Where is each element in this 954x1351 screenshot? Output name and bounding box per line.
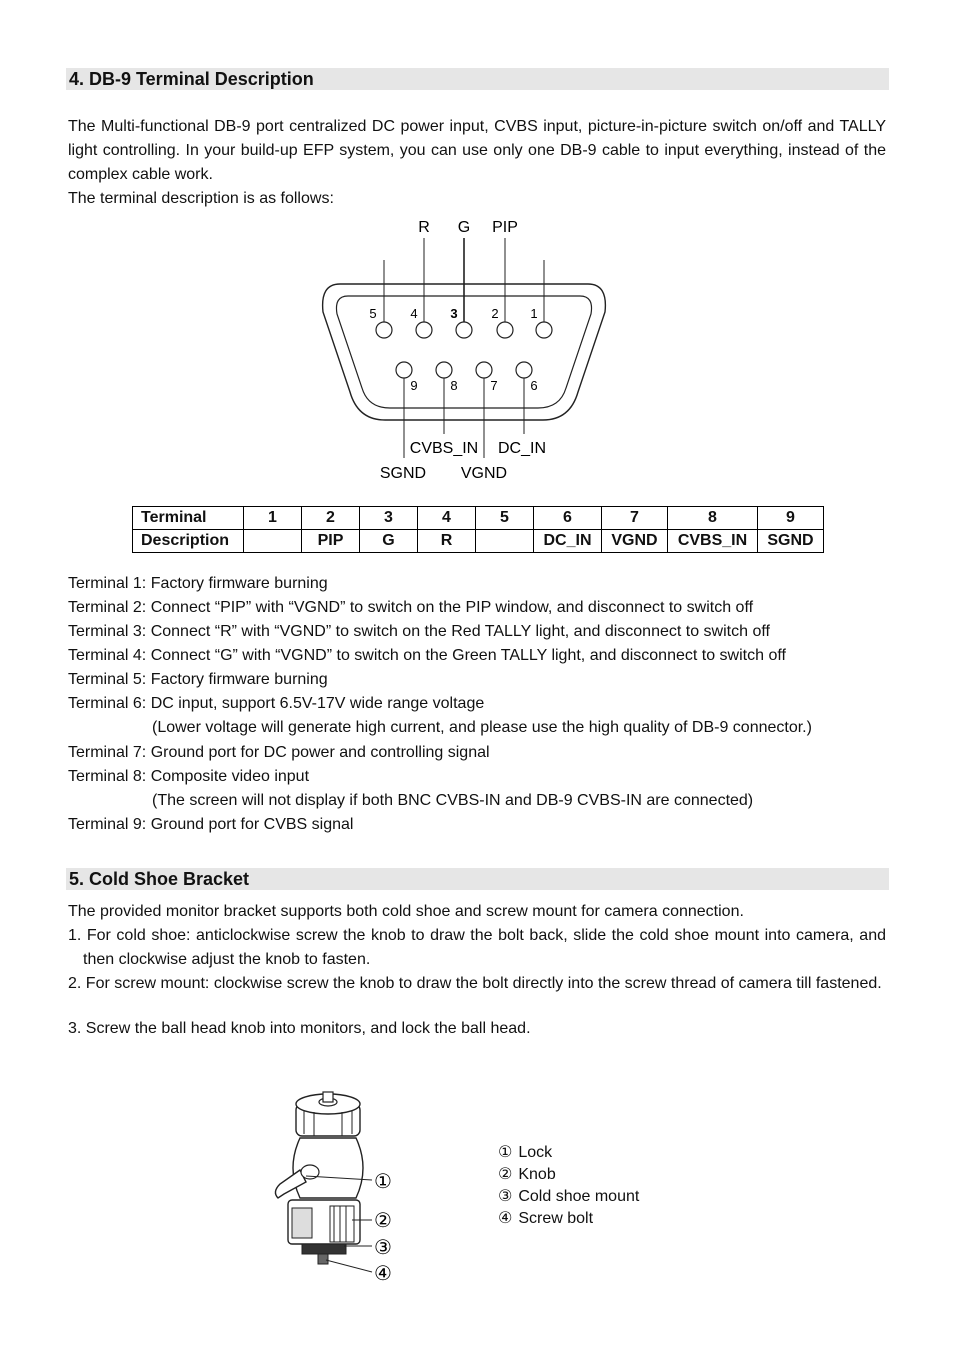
svg-text:1: 1 — [530, 306, 538, 321]
terminal-note: Terminal 3: Connect “R” with “VGND” to switch on the Red TALLY light, and disconnect to switch off — [68, 623, 770, 640]
terminal-note: Terminal 8: Composite video input — [68, 768, 310, 785]
svg-text:4: 4 — [410, 306, 418, 321]
section-heading-db9: 4. DB-9 Terminal Description — [66, 68, 889, 90]
svg-text:5: 5 — [369, 306, 377, 321]
db9-intro-paragraph: The Multi-functional DB-9 port centralized DC power input, CVBS input, picture-in-picture switch on/off and TALLY light controlling. In your build-up EFP system, you can use only one DB-9 cable to input everything, instead of the complex cable work. — [68, 118, 886, 183]
label-dc-in: DC_IN — [497, 440, 547, 457]
terminal-note: Terminal 5: Factory firmware burning — [68, 671, 328, 688]
terminal-note: Terminal 4: Connect “G” with “VGND” to switch on the Green TALLY light, and disconnect to switch off — [68, 647, 786, 664]
db9-intro-followup: The terminal description is as follows: — [68, 190, 334, 207]
table-row-terminal: Terminal 1 2 3 4 5 6 7 8 9 — [133, 507, 824, 530]
callout-1: ① — [374, 1171, 392, 1193]
legend-item-lock: ① Lock — [498, 1142, 553, 1161]
callout-3: ③ — [374, 1237, 392, 1259]
legend-item-screw-bolt: ④ Screw bolt — [498, 1208, 594, 1227]
svg-text:9: 9 — [410, 378, 418, 393]
label-g: G — [457, 219, 471, 236]
cold-shoe-step: 2. For screw mount: clockwise screw the knob to draw the bolt directly into the screw thread of camera till fastened. — [68, 975, 882, 992]
label-r: R — [418, 219, 430, 236]
terminal-table — [132, 506, 824, 553]
terminal-note: Terminal 7: Ground port for DC power and controlling signal — [68, 744, 490, 761]
terminal-note: Terminal 2: Connect “PIP” with “VGND” to switch on the PIP window, and disconnect to switch off — [68, 599, 754, 616]
legend-item-cold-shoe-mount: ③ Cold shoe mount — [498, 1186, 640, 1205]
svg-text:8: 8 — [450, 378, 458, 393]
cold-shoe-step: 3. Screw the ball head knob into monitors, and lock the ball head. — [68, 1020, 531, 1037]
table-row-description: Description PIP G R DC_IN VGND CVBS_IN SGND — [133, 530, 824, 553]
svg-text:7: 7 — [490, 378, 498, 393]
cold-shoe-intro: The provided monitor bracket supports both cold shoe and screw mount for camera connection. — [68, 903, 744, 920]
terminal-note: Terminal 9: Ground port for CVBS signal — [68, 816, 354, 833]
cold-shoe-bracket-illustration — [266, 1088, 406, 1288]
label-vgnd: VGND — [460, 465, 508, 482]
terminal-note: Terminal 1: Factory firmware burning — [68, 575, 328, 592]
legend-item-knob: ② Knob — [498, 1164, 556, 1183]
terminal-note-sub: (Lower voltage will generate high current, and please use the high quality of DB-9 connector.) — [152, 719, 812, 736]
svg-text:2: 2 — [491, 306, 499, 321]
label-cvbs-in: CVBS_IN — [409, 440, 479, 457]
section-heading-cold-shoe: 5. Cold Shoe Bracket — [66, 868, 889, 890]
svg-text:3: 3 — [450, 306, 458, 321]
terminal-note: Terminal 6: DC input, support 6.5V-17V wide range voltage — [68, 695, 485, 712]
svg-text:6: 6 — [530, 378, 538, 393]
cold-shoe-step: 1. For cold shoe: anticlockwise screw the knob to draw the bolt back, slide the cold shoe mount into camera, and then clockwise adjust the knob to fasten. — [68, 927, 886, 968]
callout-4: ④ — [374, 1263, 392, 1285]
label-sgnd: SGND — [379, 465, 427, 482]
terminal-note-sub: (The screen will not display if both BNC CVBS-IN and DB-9 CVBS-IN are connected) — [152, 792, 754, 809]
db9-connector-diagram — [318, 212, 610, 484]
callout-2: ② — [374, 1210, 392, 1232]
label-pip: PIP — [492, 219, 518, 236]
